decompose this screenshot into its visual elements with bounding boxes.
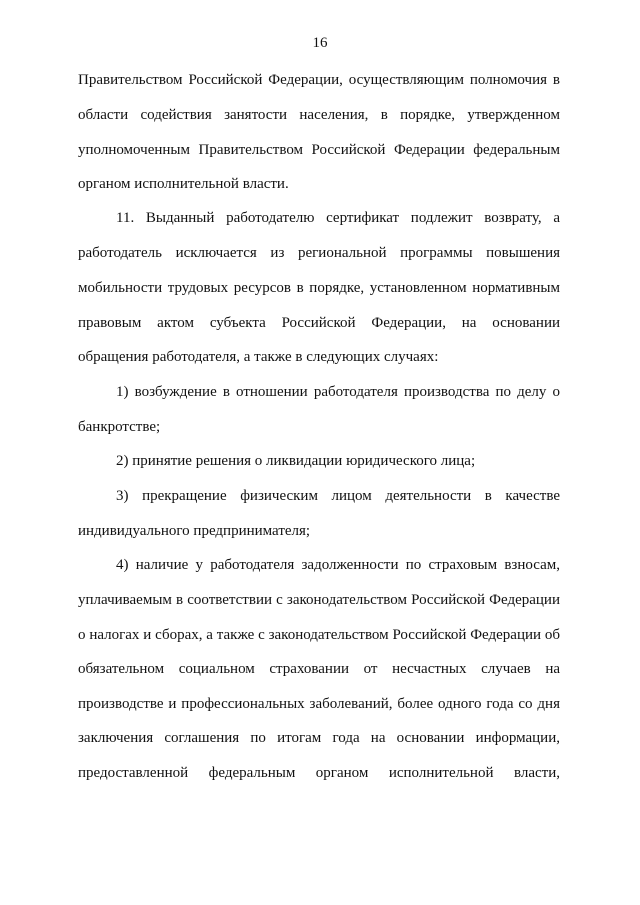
text-line: индивидуального предпринимателя; [78,523,311,539]
text-line: банкротстве; [78,419,161,435]
text-line: правовым актом субъекта Российской Федерации, на основании [78,315,560,331]
text-line: производстве и профессиональных заболеваний, более одного года со дня [78,696,560,712]
text-line: уплачиваемым в соответствии с законодательством Российской Федерации [78,592,560,608]
text-line: 3) прекращение физическим лицом деятельности в качестве [116,488,560,504]
text-line: заключения соглашения по итогам года на основании информации, [78,730,560,746]
text-line: 2) принятие решения о ликвидации юридического лица; [116,453,476,469]
text-line: обязательном социальном страховании от несчастных случаев на [78,661,560,677]
text-line: органом исполнительной власти. [78,176,289,192]
text-line: области содействия занятости населения, в порядке, утвержденном [78,107,560,123]
text-line: 1) возбуждение в отношении работодателя производства по делу о [116,384,560,400]
text-line: Правительством Российской Федерации, осуществляющим полномочия в [78,72,560,88]
page-number: 16 [312,35,328,51]
text-line: 11. Выданный работодателю сертификат подлежит возврату, а [116,210,560,226]
text-line: работодатель исключается из региональной программы повышения [78,245,560,261]
text-line: 4) наличие у работодателя задолженности по страховым взносам, [116,557,560,573]
text-line: обращения работодателя, а также в следующих случаях: [78,349,439,365]
text-line: уполномоченным Правительством Российской Федерации федеральным [78,142,560,158]
text-line: мобильности трудовых ресурсов в порядке, установленном нормативным [78,280,560,296]
text-line: предоставленной федеральным органом исполнительной власти, [78,765,560,781]
text-line: о налогах и сборах, а также с законодательством Российской Федерации об [78,627,560,643]
